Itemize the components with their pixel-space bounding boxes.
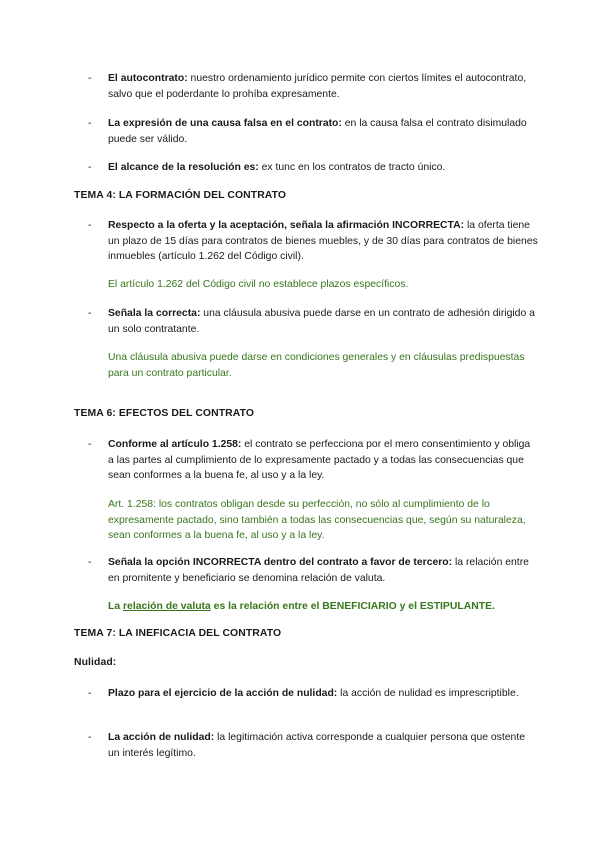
subheading-nulidad: Nulidad: (74, 657, 117, 668)
item-term: Señala la opción INCORRECTA dentro del contrato a favor de tercero: (108, 557, 453, 568)
item-text: una cláusula abusiva puede darse en un contrato de adhesión dirigido a un solo contratante. (108, 308, 535, 335)
item-text: nuestro ordenamiento jurídico permite con ciertos límites el autocontrato, salvo que el poderdante lo prohíba expresamente. (108, 73, 527, 100)
list-item (88, 686, 538, 702)
list-item (88, 71, 538, 102)
bullet-dash: - (88, 308, 92, 319)
list-item (88, 306, 538, 337)
item-term: La acción de nulidad: (108, 732, 215, 743)
item-text: la acción de nulidad es imprescriptible. (337, 688, 519, 699)
answer-note: Una cláusula abusiva puede darse en condiciones generales y en cláusulas predispuestas para un contrato particular. (108, 352, 525, 379)
section-heading-tema7: TEMA 7: LA INEFICACIA DEL CONTRATO (74, 628, 282, 639)
item-text: la oferta tiene un plazo de 15 días para contratos de bienes muebles, y de 30 días para contratos de bienes inmuebles (artículo 1.262 del Código civil). (108, 220, 538, 262)
section-heading-tema4: TEMA 4: LA FORMACIÓN DEL CONTRATO (74, 190, 287, 201)
note-suffix: es la relación entre el BENEFICIARIO y el ESTIPULANTE. (210, 601, 495, 612)
item-term: Plazo para el ejercicio de la acción de nulidad: (108, 688, 338, 699)
list-item (88, 555, 538, 586)
item-term: Conforme al artículo 1.258: (108, 439, 242, 450)
bullet-dash: - (88, 220, 92, 231)
list-item (88, 437, 538, 484)
bullet-dash: - (88, 118, 92, 129)
item-text: la legitimación activa corresponde a cualquier persona que ostente un interés legítimo. (108, 732, 525, 759)
bullet-dash: - (88, 439, 92, 450)
item-text: el contrato se perfecciona por el mero consentimiento y obliga a las partes al cumplimiento de lo expresamente pactado y a todas las consecuencias que sean conformes a la buena fe, al uso y a la ley. (108, 439, 531, 481)
bullet-dash: - (88, 732, 92, 743)
item-text: en la causa falsa el contrato disimulado puede ser válido. (108, 118, 527, 145)
item-term: Señala la correcta: (108, 308, 201, 319)
underlined-term: relación de valuta (123, 601, 211, 612)
section-heading-tema6: TEMA 6: EFECTOS DEL CONTRATO (74, 408, 255, 419)
answer-note-bold (108, 599, 538, 615)
answer-note: Art. 1.258: los contratos obligan desde su perfección, no sólo al cumplimiento de lo expresamente pactado, sino también a todas las consecuencias que, según su naturaleza, sean conformes a la buena fe, al uso y a la ley. (108, 499, 526, 541)
list-item (88, 218, 538, 265)
list-item (88, 160, 538, 176)
item-text: ex tunc en los contratos de tracto único. (258, 162, 446, 173)
item-term: El autocontrato: (108, 73, 188, 84)
list-item (88, 730, 538, 761)
bullet-dash: - (88, 162, 92, 173)
list-item (88, 116, 538, 147)
item-term: Respecto a la oferta y la aceptación, señala la afirmación INCORRECTA: (108, 220, 465, 231)
bullet-dash: - (88, 73, 92, 84)
item-term: La expresión de una causa falsa en el contrato: (108, 118, 342, 129)
item-text: la relación entre en promitente y beneficiario se denomina relación de valuta. (108, 557, 529, 584)
item-term: El alcance de la resolución es: (108, 162, 259, 173)
bullet-dash: - (88, 688, 92, 699)
answer-note: El artículo 1.262 del Código civil no establece plazos específicos. (108, 279, 409, 290)
note-prefix: La (108, 601, 124, 612)
bullet-dash: - (88, 557, 92, 568)
